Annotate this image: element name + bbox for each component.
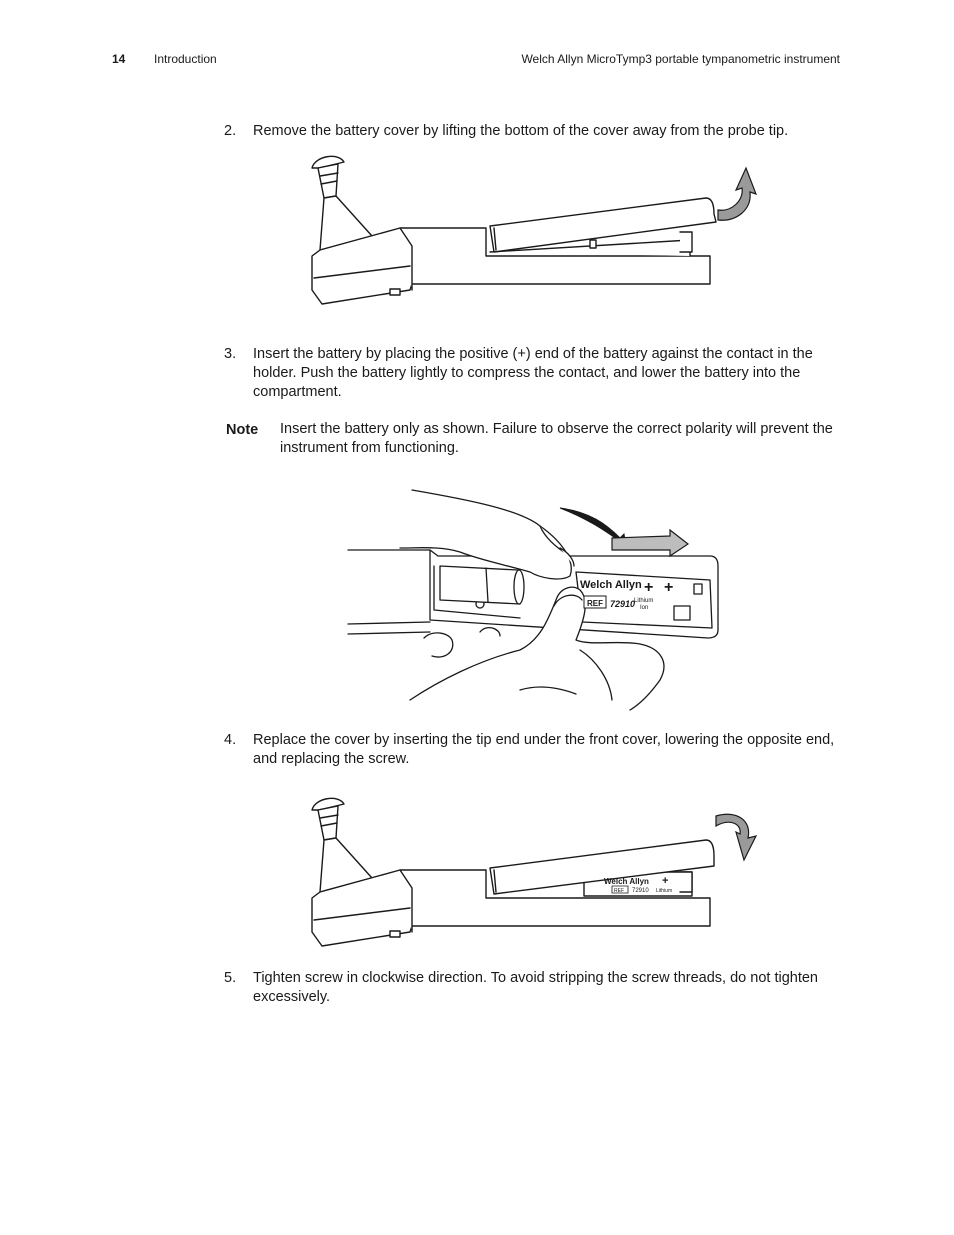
step-text: Insert the battery by placing the positive (+) end of the battery against the contact in the holder. Push the battery lightly to compress the contact, and lower the battery into the compartment. (253, 346, 813, 400)
battery-brand-label: Welch Allyn (580, 579, 642, 591)
note-callout (226, 420, 846, 458)
step-text: Remove the battery cover by lifting the bottom of the cover away from the probe tip. (253, 123, 789, 139)
step-3 (224, 345, 844, 402)
section-title: Introduction (154, 52, 217, 66)
small-polarity-plus: + (662, 875, 669, 887)
small-battery-type: Lithium (656, 888, 673, 894)
remove-cover-illustration (300, 148, 770, 313)
battery-type-line-1: Lithium (634, 598, 654, 604)
page-number: 14 (112, 52, 126, 66)
polarity-plus-label-2: + (664, 579, 674, 596)
step-number: 5. (224, 970, 237, 986)
step-2 (224, 122, 844, 141)
step-text: Replace the cover by inserting the tip end under the front cover, lowering the opposite end, and replacing the screw. (253, 732, 835, 767)
step-number: 4. (224, 732, 237, 748)
insert-battery-illustration (340, 480, 730, 710)
step-5 (224, 969, 844, 1007)
ref-number: 72910 (610, 599, 636, 609)
ref-label: REF (587, 599, 603, 608)
step-number: 2. (224, 123, 237, 139)
small-battery-brand: Welch Allyn (604, 877, 649, 886)
lift-arrow-icon (718, 168, 756, 220)
note-label: Note (226, 422, 259, 438)
step-4 (224, 731, 844, 769)
step-number: 3. (224, 346, 237, 362)
small-ref-label: REF (614, 888, 624, 894)
note-text: Insert the battery only as shown. Failure to observe the correct polarity will prevent the instrument from functioning. (280, 421, 833, 456)
replace-cover-illustration (300, 790, 770, 955)
lower-arrow-icon (716, 814, 756, 860)
step-text: Tighten screw in clockwise direction. To avoid stripping the screw threads, do not tighten excessively. (253, 970, 818, 1005)
battery-type-line-2: Ion (640, 605, 649, 611)
document-title: Welch Allyn MicroTymp3 portable tympanometric instrument (521, 52, 840, 66)
battery (440, 566, 520, 604)
small-ref-number: 72910 (632, 888, 649, 894)
polarity-plus-label: + (644, 579, 654, 596)
